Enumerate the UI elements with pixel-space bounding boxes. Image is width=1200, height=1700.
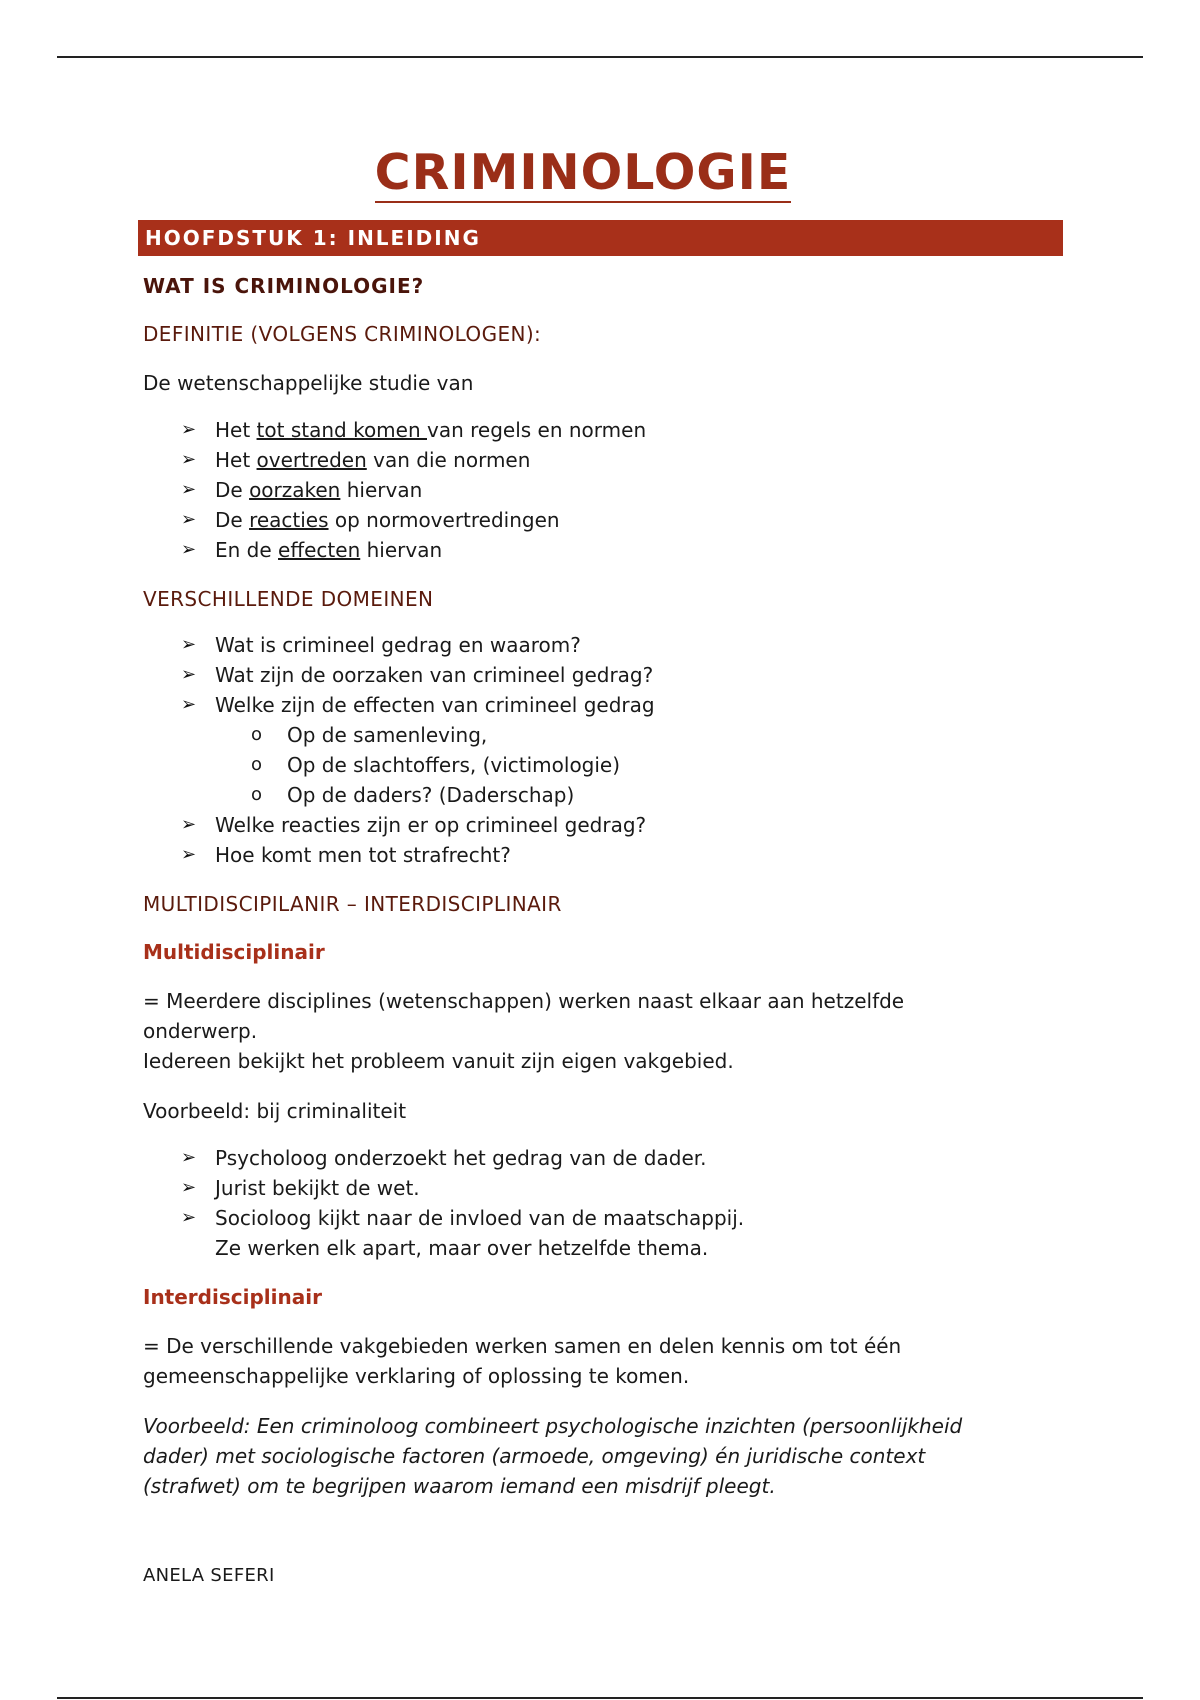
list-item: ➢ Het tot stand komen van regels en normen (181, 415, 1063, 445)
arrow-bullet-icon: ➢ (181, 509, 197, 530)
examples-continuation: Ze werken elk apart, maar over hetzelfde thema. (215, 1236, 709, 1260)
definition-intro: De wetenschappelijke studie van (143, 371, 474, 395)
arrow-bullet-icon: ➢ (181, 1177, 197, 1198)
arrow-bullet-icon: ➢ (181, 664, 197, 685)
interdisciplinair-definition: = De verschillende vakgebieden werken samen en delen kennis om tot één gemeenschappelijke verklaring of oplossing te komen. (143, 1334, 902, 1388)
list-item: ➢ Welke reacties zijn er op crimineel gedrag? (181, 810, 1063, 840)
document-title: CRIMINOLOGIE (374, 144, 792, 201)
arrow-bullet-icon: ➢ (181, 814, 197, 835)
author-name: ANELA SEFERI (143, 1565, 275, 1586)
multidisciplinair-example-intro: Voorbeeld: bij criminaliteit (143, 1099, 407, 1123)
list-item: ➢ Hoe komt men tot strafrecht? (181, 840, 1063, 870)
disciplines-heading: MULTIDISCIPILANIR – INTERDISCIPLINAIR (143, 892, 562, 916)
multidisciplinair-definition: = Meerdere disciplines (wetenschappen) werken naast elkaar aan hetzelfde onderwerp. Iedereen bekijkt het probleem vanuit zijn eigen vakgebied. (143, 989, 905, 1073)
arrow-bullet-icon: ➢ (181, 419, 197, 440)
arrow-bullet-icon: ➢ (181, 694, 197, 715)
circle-bullet-icon: o (251, 784, 263, 805)
arrow-bullet-icon: ➢ (181, 844, 197, 865)
domains-sublist (215, 720, 1063, 810)
list-item: o Op de daders? (Daderschap) (251, 780, 1063, 810)
list-item: ➢ Wat zijn de oorzaken van crimineel gedrag? (181, 660, 1063, 690)
list-item: o Op de samenleving, (251, 720, 1063, 750)
list-item: ➢ Jurist bekijkt de wet. (181, 1173, 1063, 1203)
list-item: ➢ Socioloog kijkt naar de invloed van de maatschappij. (181, 1203, 1063, 1233)
list-item: ➢ De oorzaken hiervan (181, 475, 1063, 505)
top-rule (57, 56, 1143, 58)
chapter-heading: HOOFDSTUK 1: INLEIDING (138, 220, 1063, 256)
interdisciplinair-heading: Interdisciplinair (143, 1285, 322, 1309)
arrow-bullet-icon: ➢ (181, 1147, 197, 1168)
list-item: ➢ Wat is crimineel gedrag en waarom? (181, 630, 1063, 660)
list-item: ➢ Psycholoog onderzoekt het gedrag van de dader. (181, 1143, 1063, 1173)
circle-bullet-icon: o (251, 754, 263, 775)
arrow-bullet-icon: ➢ (181, 539, 197, 560)
definition-heading: DEFINITIE (VOLGENS CRIMINOLOGEN): (143, 322, 542, 346)
title-wrap (143, 140, 1063, 206)
bottom-rule (57, 1697, 1143, 1699)
list-item: ➢ De reacties op normovertredingen (181, 505, 1063, 535)
arrow-bullet-icon: ➢ (181, 1207, 197, 1228)
section-heading: WAT IS CRIMINOLOGIE? (143, 274, 425, 298)
arrow-bullet-icon: ➢ (181, 479, 197, 500)
arrow-bullet-icon: ➢ (181, 634, 197, 655)
domains-list (143, 630, 1063, 870)
list-item: ➢ En de effecten hiervan (181, 535, 1063, 565)
domains-heading: VERSCHILLENDE DOMEINEN (143, 587, 434, 611)
circle-bullet-icon: o (251, 724, 263, 745)
definition-list (143, 415, 1063, 565)
list-item: ➢ Welke zijn de effecten van crimineel gedrag o Op de samenleving, o Op de slachtoffers, (victimologie) o Op de daders? (Daderschap) (181, 690, 1063, 810)
interdisciplinair-example: Voorbeeld: Een criminoloog combineert psychologische inzichten (persoonlijkheid dader) met sociologische factoren (armoede, omgeving) én juridische context (strafwet) om te begrijpen waarom iemand een misdrijf pleegt. (143, 1414, 963, 1498)
list-item: ➢ Het overtreden van die normen (181, 445, 1063, 475)
arrow-bullet-icon: ➢ (181, 449, 197, 470)
document-body (143, 140, 1063, 1589)
multidisciplinair-heading: Multidisciplinair (143, 940, 325, 964)
list-item: o Op de slachtoffers, (victimologie) (251, 750, 1063, 780)
multidisciplinair-examples (143, 1143, 1063, 1233)
